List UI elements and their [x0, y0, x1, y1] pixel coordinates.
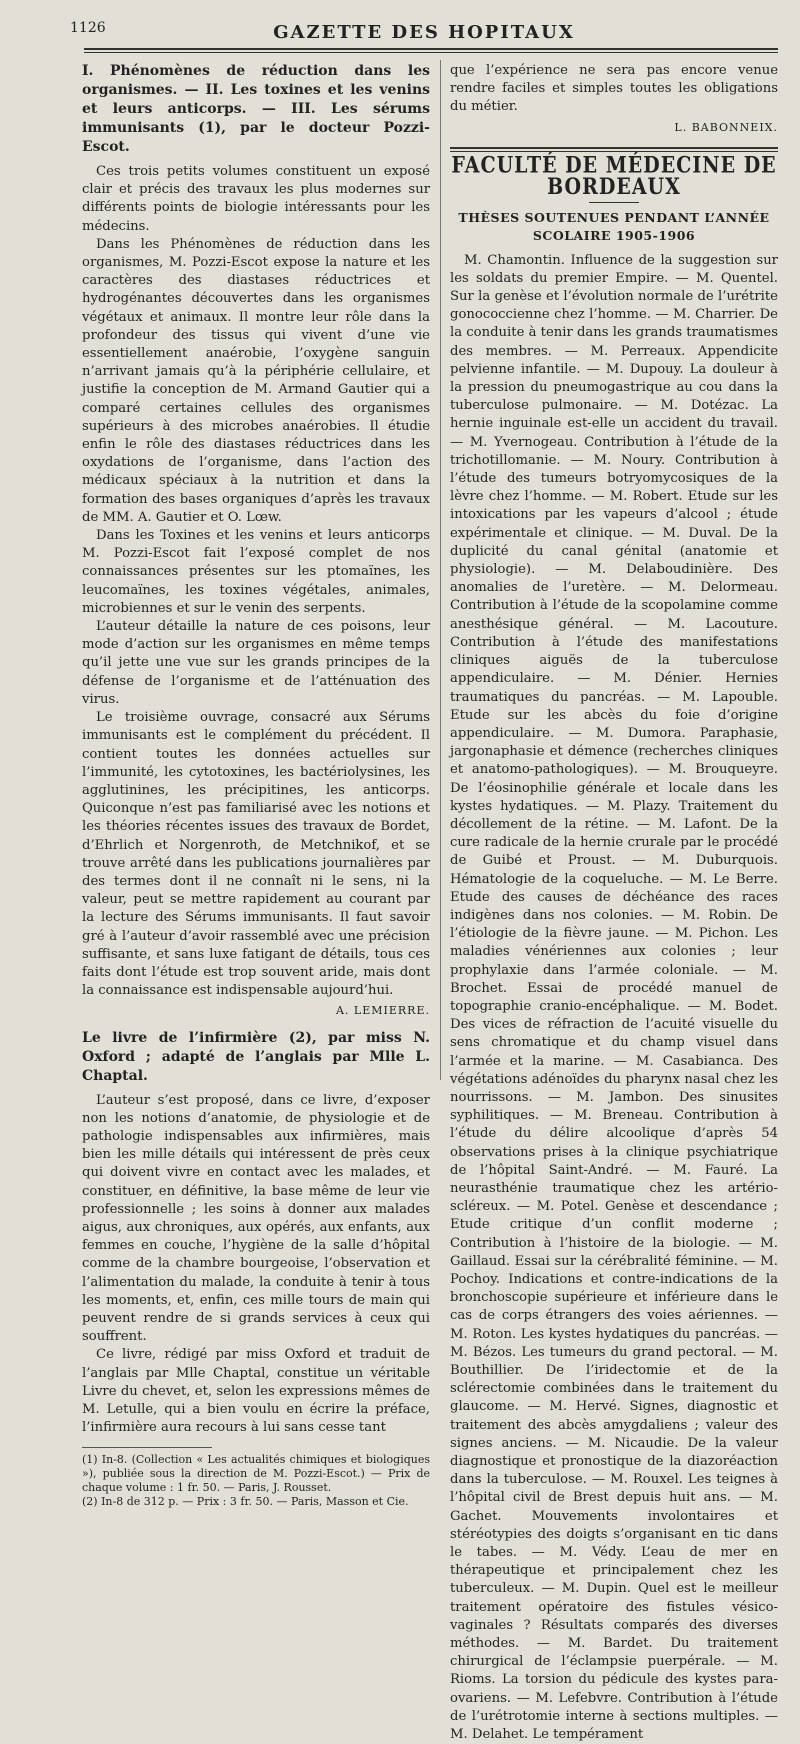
review-paragraph: L’auteur détaille la nature de ces poisons, leur mode d’action sur les organismes en même temps qu’il jette une vue sur les grands principes de la défense de l’organisme et de l’atténuation des virus.: [82, 619, 430, 707]
footnote: (1) In-8. (Collection « Les actualités chimiques et biologiques »), publiée sous la direction de M. Pozzi-Escot.) — Prix de chaque volume : 1 fr. 50. — Paris, J. Rousset.: [82, 1453, 430, 1495]
section-rule: [450, 147, 778, 149]
column-divider: [440, 60, 441, 1080]
header-rule: [84, 48, 778, 50]
faculty-title: FACULTÉ DE MÉDECINE DE BORDEAUX: [451, 151, 777, 201]
continuation-text: que l’expérience ne sera pas encore venue rendre faciles et simples toutes les obligations du métier.: [450, 63, 778, 115]
page-number: 1126: [70, 20, 106, 36]
review-signature: A. LEMIERRE.: [335, 1004, 430, 1018]
review-paragraph: Ces trois petits volumes constituent un exposé clair et précis des travaux les plus modernes sur différents points de biologie intéressants pour les médecins.: [82, 164, 430, 234]
footnote: (2) In-8 de 312 p. — Prix : 3 fr. 50. — Paris, Masson et Cie.: [82, 1495, 409, 1509]
journal-title: GAZETTE DES HOPITAUX: [273, 22, 575, 43]
footnotes: [82, 1453, 430, 1509]
short-rule: [589, 202, 639, 203]
review-title-infirmiere: Le livre de l’infirmière (2), par miss N. Oxford ; adapté de l’anglais par Mlle L. Chaptal.: [82, 1029, 430, 1084]
review-paragraph: Ce livre, rédigé par miss Oxford et traduit de l’anglais par Mlle Chaptal, constitue un véritable Livre du chevet, et, selon les expressions mêmes de M. Letulle, qui a bien voulu en écrire la préface, l’infirmière aura recours à lui sans cesse tant: [82, 1347, 430, 1436]
header-rule-thin: [84, 52, 778, 53]
continuation-signature: L. BABONNEIX.: [674, 120, 778, 134]
review-paragraph: Dans les Toxines et les venins et leurs anticorps M. Pozzi-Escot fait l’exposé complet de nos connaissances présentes sur les ptomaïnes, les leucomaïnes, les toxines végétales, animales, microbiennes et sur le venin des serpents.: [82, 528, 430, 616]
left-column: [82, 62, 430, 1509]
review-paragraph: Dans les Phénomènes de réduction dans les organismes, M. Pozzi-Escot expose la nature et les caractères des diastases réductrices et hydrogénantes découvertes dans les organismes végétaux et animaux. Il montre leur rôle dans la profondeur des tissus qui vivent d’une vie essentiellement anaérobie, l’oxygène sanguin n’arrivant jamais qu’à la périphérie cellulaire, et justifie la conception de M. Armand Gautier qui a comparé certaines cellules des organismes supérieurs à des microbes anaérobies. Il étudie enfin le rôle des diastases réductrices dans les oxydations de l’organisme, dans l’action des médicaux spéciaux à la nutrition et dans la formation des bases organiques d’après les travaux de MM. A. Gautier et O. Lœw.: [82, 236, 430, 525]
right-column: [450, 62, 778, 1744]
theses-heading: THÈSES SOUTENUES PENDANT L’ANNÉE SCOLAIRE 1905-1906: [458, 210, 770, 244]
review-title-pozzi-escot: I. Phénomènes de réduction dans les organismes. — II. Les toxines et les venins et leurs anticorps. — III. Les sérums immunisants (1), par le docteur Pozzi-Escot.: [82, 63, 430, 155]
theses-list: M. Chamontin. Influence de la suggestion sur les soldats du premier Empire. — M. Quentel. Sur la genèse et l’évolution normale de l’urétrite gonococcienne chez l’homme. — M. Charrier. De la conduite à tenir dans les grands traumatismes des membres. — M. Perreaux. Appendicite pelvienne infantile. — M. Dupouy. La douleur à la pression du pneumogastrique au cou dans la tuberculose pulmonaire. — M. Dotézac. La hernie inguinale est-elle un accident du travail. — M. Yvernogeau. Contribution à l’étude de la trichotillomanie. — M. Noury. Contribution à l’étude des tumeurs botryomycosiques de la lèvre chez l’homme. — M. Robert. Etude sur les intoxications par les vapeurs d’alcool ; étude expérimentale et clinique. — M. Duval. De la duplicité du canal génital (anatomie et physiologie). — M. Delaboudinière. Des anomalies de l’uretère. — M. Delormeau. Contribution à l’étude de la scopolamine comme anesthésique général. — M. Lacouture. Contribution à l’étude des manifestations cliniques aiguës de la tuberculose appendiculaire. — M. Dénier. Hernies traumatiques du pancréas. — M. Lapouble. Etude sur les abcès du foie d’origine appendiculaire. — M. Dumora. Paraphasie, jargonaphasie et démence (recherches cliniques et anatomo-pathologiques). — M. Brouqueyre. De l’éosinophilie générale et locale dans les kystes hydatiques. — M. Plazy. Traitement du décollement de la rétine. — M. Lafont. De la cure radicale de la hernie crurale par le procédé de Guibé et Proust. — M. Duburquois. Hématologie de la coqueluche. — M. Le Berre. Etude des causes de déchéance des races indigènes dans nos colonies. — M. Robin. De l’étiologie de la fièvre jaune. — M. Pichon. Les maladies vénériennes aux colonies ; leur prophylaxie dans l’armée coloniale. — M. Brochet. Essai de procédé manuel de topographie cranio-encéphalique. — M. Bodet. Des vices de réfraction de l’acuité visuelle du sens chromatique et du champ visuel dans l’armée et la marine. — M. Casabianca. Des végétations adénoïdes du pharynx nasal chez les nourrissons. — M. Jambon. Des sinusites syphilitiques. — M. Breneau. Contribution à l’étude du délire alcoolique d’après 54 observations prises à la clinique psychiatrique de l’hôpital Saint-André. — M. Fauré. La neurasthénie traumatique chez les artério-scléreux. — M. Potel. Genèse et descendance ; Etude critique d’un conflit moderne ; Contribution à l’histoire de la biologie. — M. Gaillaud. Essai sur la cérébralité féminine. — M. Pochoy. Indications et contre-indications de la bronchoscopie supérieure et inférieure dans le cas de corps étrangers des voies aériennes. — M. Roton. Les kystes hydatiques du pancréas. — M. Bézos. Les tumeurs du grand pectoral. — M. Bouthillier. De l’iridectomie et de la sclérectomie combinées dans le traitement du glaucome. — M. Hervé. Signes, diagnostic et traitement des abcès amygdaliens ; valeur des signes anciens. — M. Nicaudie. De la valeur diagnostique et pronostique de la diazoréaction dans la tuberculose. — M. Rouxel. Les teignes à l’hôpital civil de Brest depuis huit ans. — M. Gachet. Mouvements involontaires et stéréotypies des doigts s’organisant en tic dans le tabes. — M. Védy. L’eau de mer en thérapeutique et principalement chez les tuberculeux. — M. Dupin. Quel est le meilleur traitement opératoire des fistules vésico-vaginales ? Résultats comparés des diverses méthodes. — M. Bardet. Du traitement chirurgical de l’éclampsie puerpérale. — M. Rioms. La torsion du pédicule des kystes para-ovariens. — M. Lefebvre. Contribution à l’étude de l’urétrotomie interne à sections multiples. — M. Delahet. Le tempérament: [450, 252, 778, 1743]
review-paragraph: L’auteur s’est proposé, dans ce livre, d’exposer non les notions d’anatomie, de physiologie et de pathologie indispensables aux infirmières, mais bien les mille détails qui intéressent de près ceux qui doivent vivre en contact avec les malades, et constituer, en définitive, la base même de leur vie professionnelle ; les soins à donner aux malades aigus, aux chroniques, aux opérés, aux enfants, aux femmes en couche, l’hygiène de la salle d’hôpital comme de la chambre bourgeoise, l’observation et l’alimentation du malade, la conduite à tenir à tous les moments, et, enfin, ces mille tours de main qui peuvent rendre de si grands services à ceux qui souffrent.: [82, 1092, 430, 1345]
footnotes-rule: [82, 1447, 212, 1448]
review-paragraph: Le troisième ouvrage, consacré aux Sérums immunisants est le complément du précédent. Il contient toutes les données actuelles sur l’immunité, les cytotoxines, les bactériolysines, les agglutinines, les précipitines, les anticorps. Quiconque n’est pas familiarisé avec les notions et les théories récentes issues des travaux de Bordet, d’Ehrlich et Norgenroth, de Metchnikof, et se trouve arrêté dans les publications journalières par des termes dont il ne connaît ni le sens, ni la valeur, peut se mettre rapidement au courant par la lecture des Sérums immunisants. Il faut savoir gré à l’auteur d’avoir rassemblé avec une précision suffisante, et sans luxe fatigant de détails, tous ces faits dont l’étude est trop souvent aride, mais dont la connaissance est indispensable aujourd’hui.: [82, 710, 430, 999]
